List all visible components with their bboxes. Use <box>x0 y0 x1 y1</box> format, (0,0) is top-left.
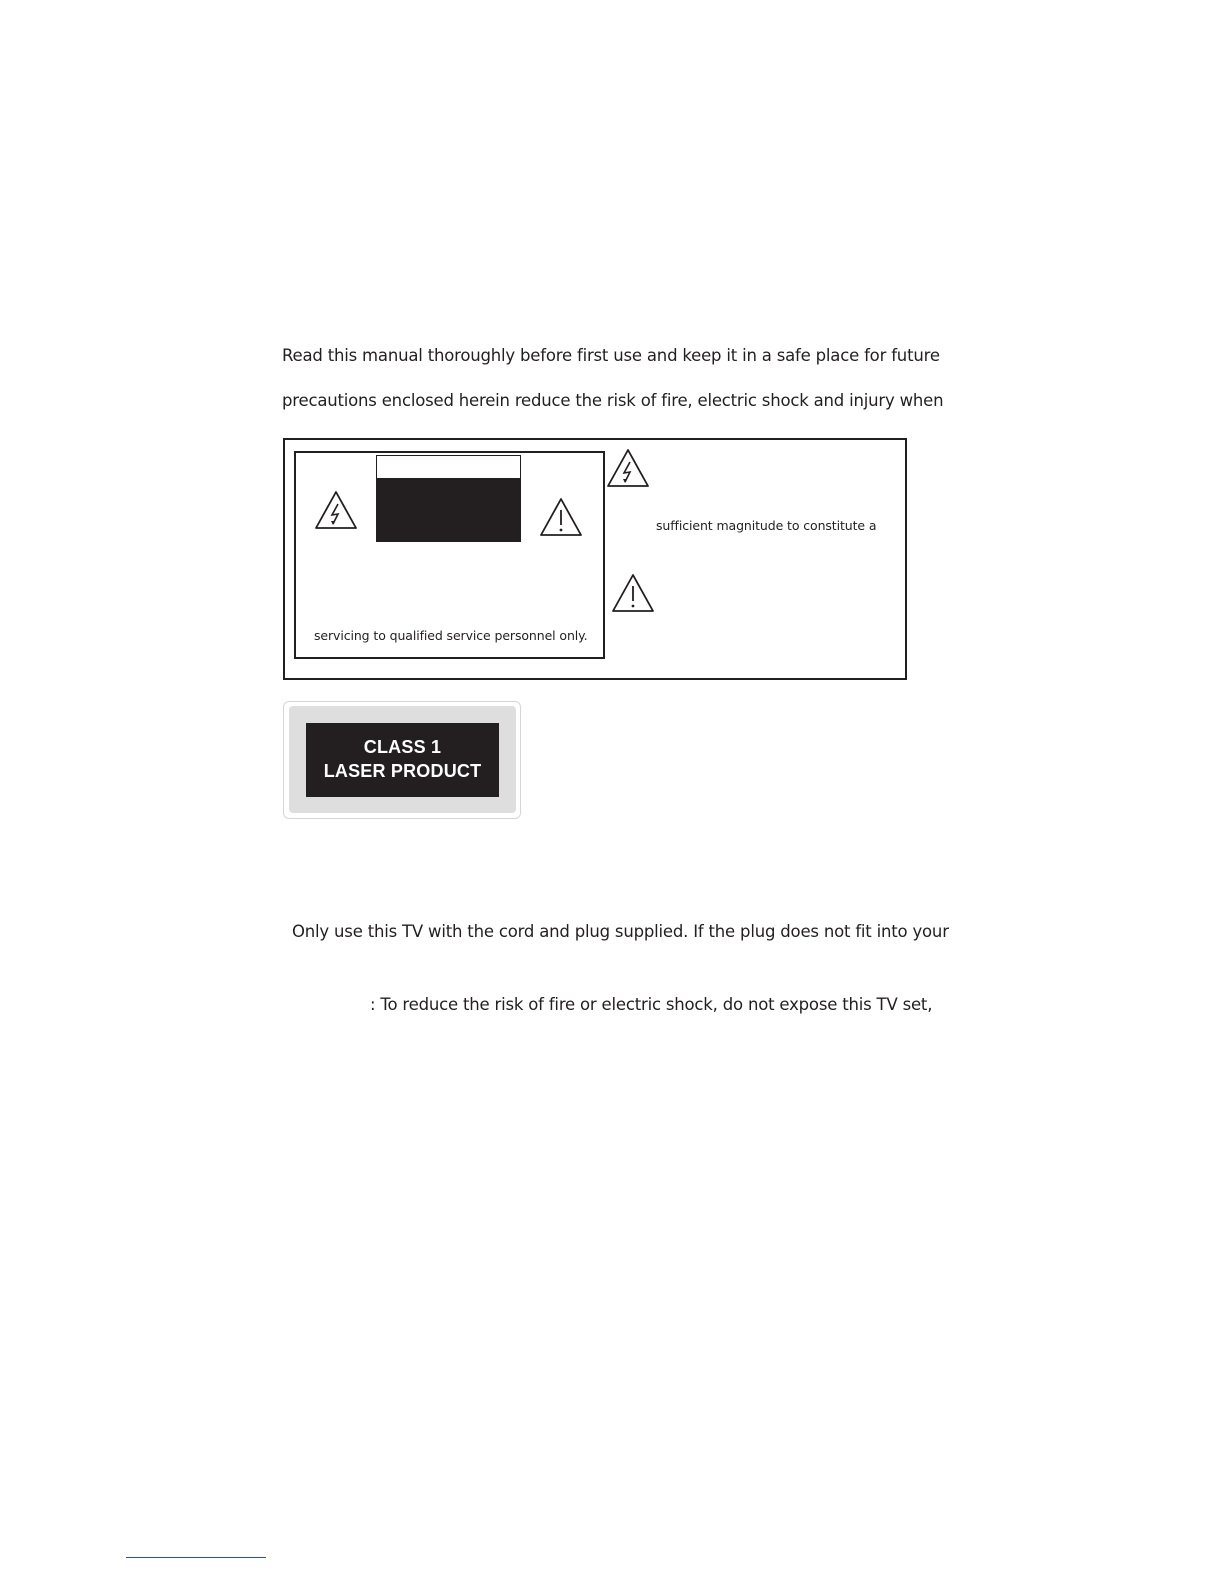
lightning-warning-icon <box>314 490 358 530</box>
exclamation-warning-icon <box>539 497 583 537</box>
laser-label-plate <box>306 723 499 797</box>
intro-line-1: Read this manual thoroughly before first use and keep it in a safe place for future <box>282 346 940 365</box>
footnote-rule <box>126 1557 266 1558</box>
caution-label-box <box>376 455 521 542</box>
intro-line-2: precautions enclosed herein reduce the risk of fire, electric shock and injury when <box>282 391 944 410</box>
caution-panel-text: servicing to qualified service personnel only. <box>314 628 588 643</box>
laser-label-line-1: CLASS 1 <box>363 737 442 757</box>
power-cord-text: Only use this TV with the cord and plug supplied. If the plug does not fit into your <box>292 922 949 941</box>
lightning-explanation-text: sufficient magnitude to constitute a <box>656 518 877 533</box>
warning-text: : To reduce the risk of fire or electric shock, do not expose this TV set, <box>370 995 933 1014</box>
laser-label-line-2: LASER PRODUCT <box>323 761 482 781</box>
lightning-warning-icon <box>606 448 650 488</box>
exclamation-warning-icon <box>611 573 655 613</box>
